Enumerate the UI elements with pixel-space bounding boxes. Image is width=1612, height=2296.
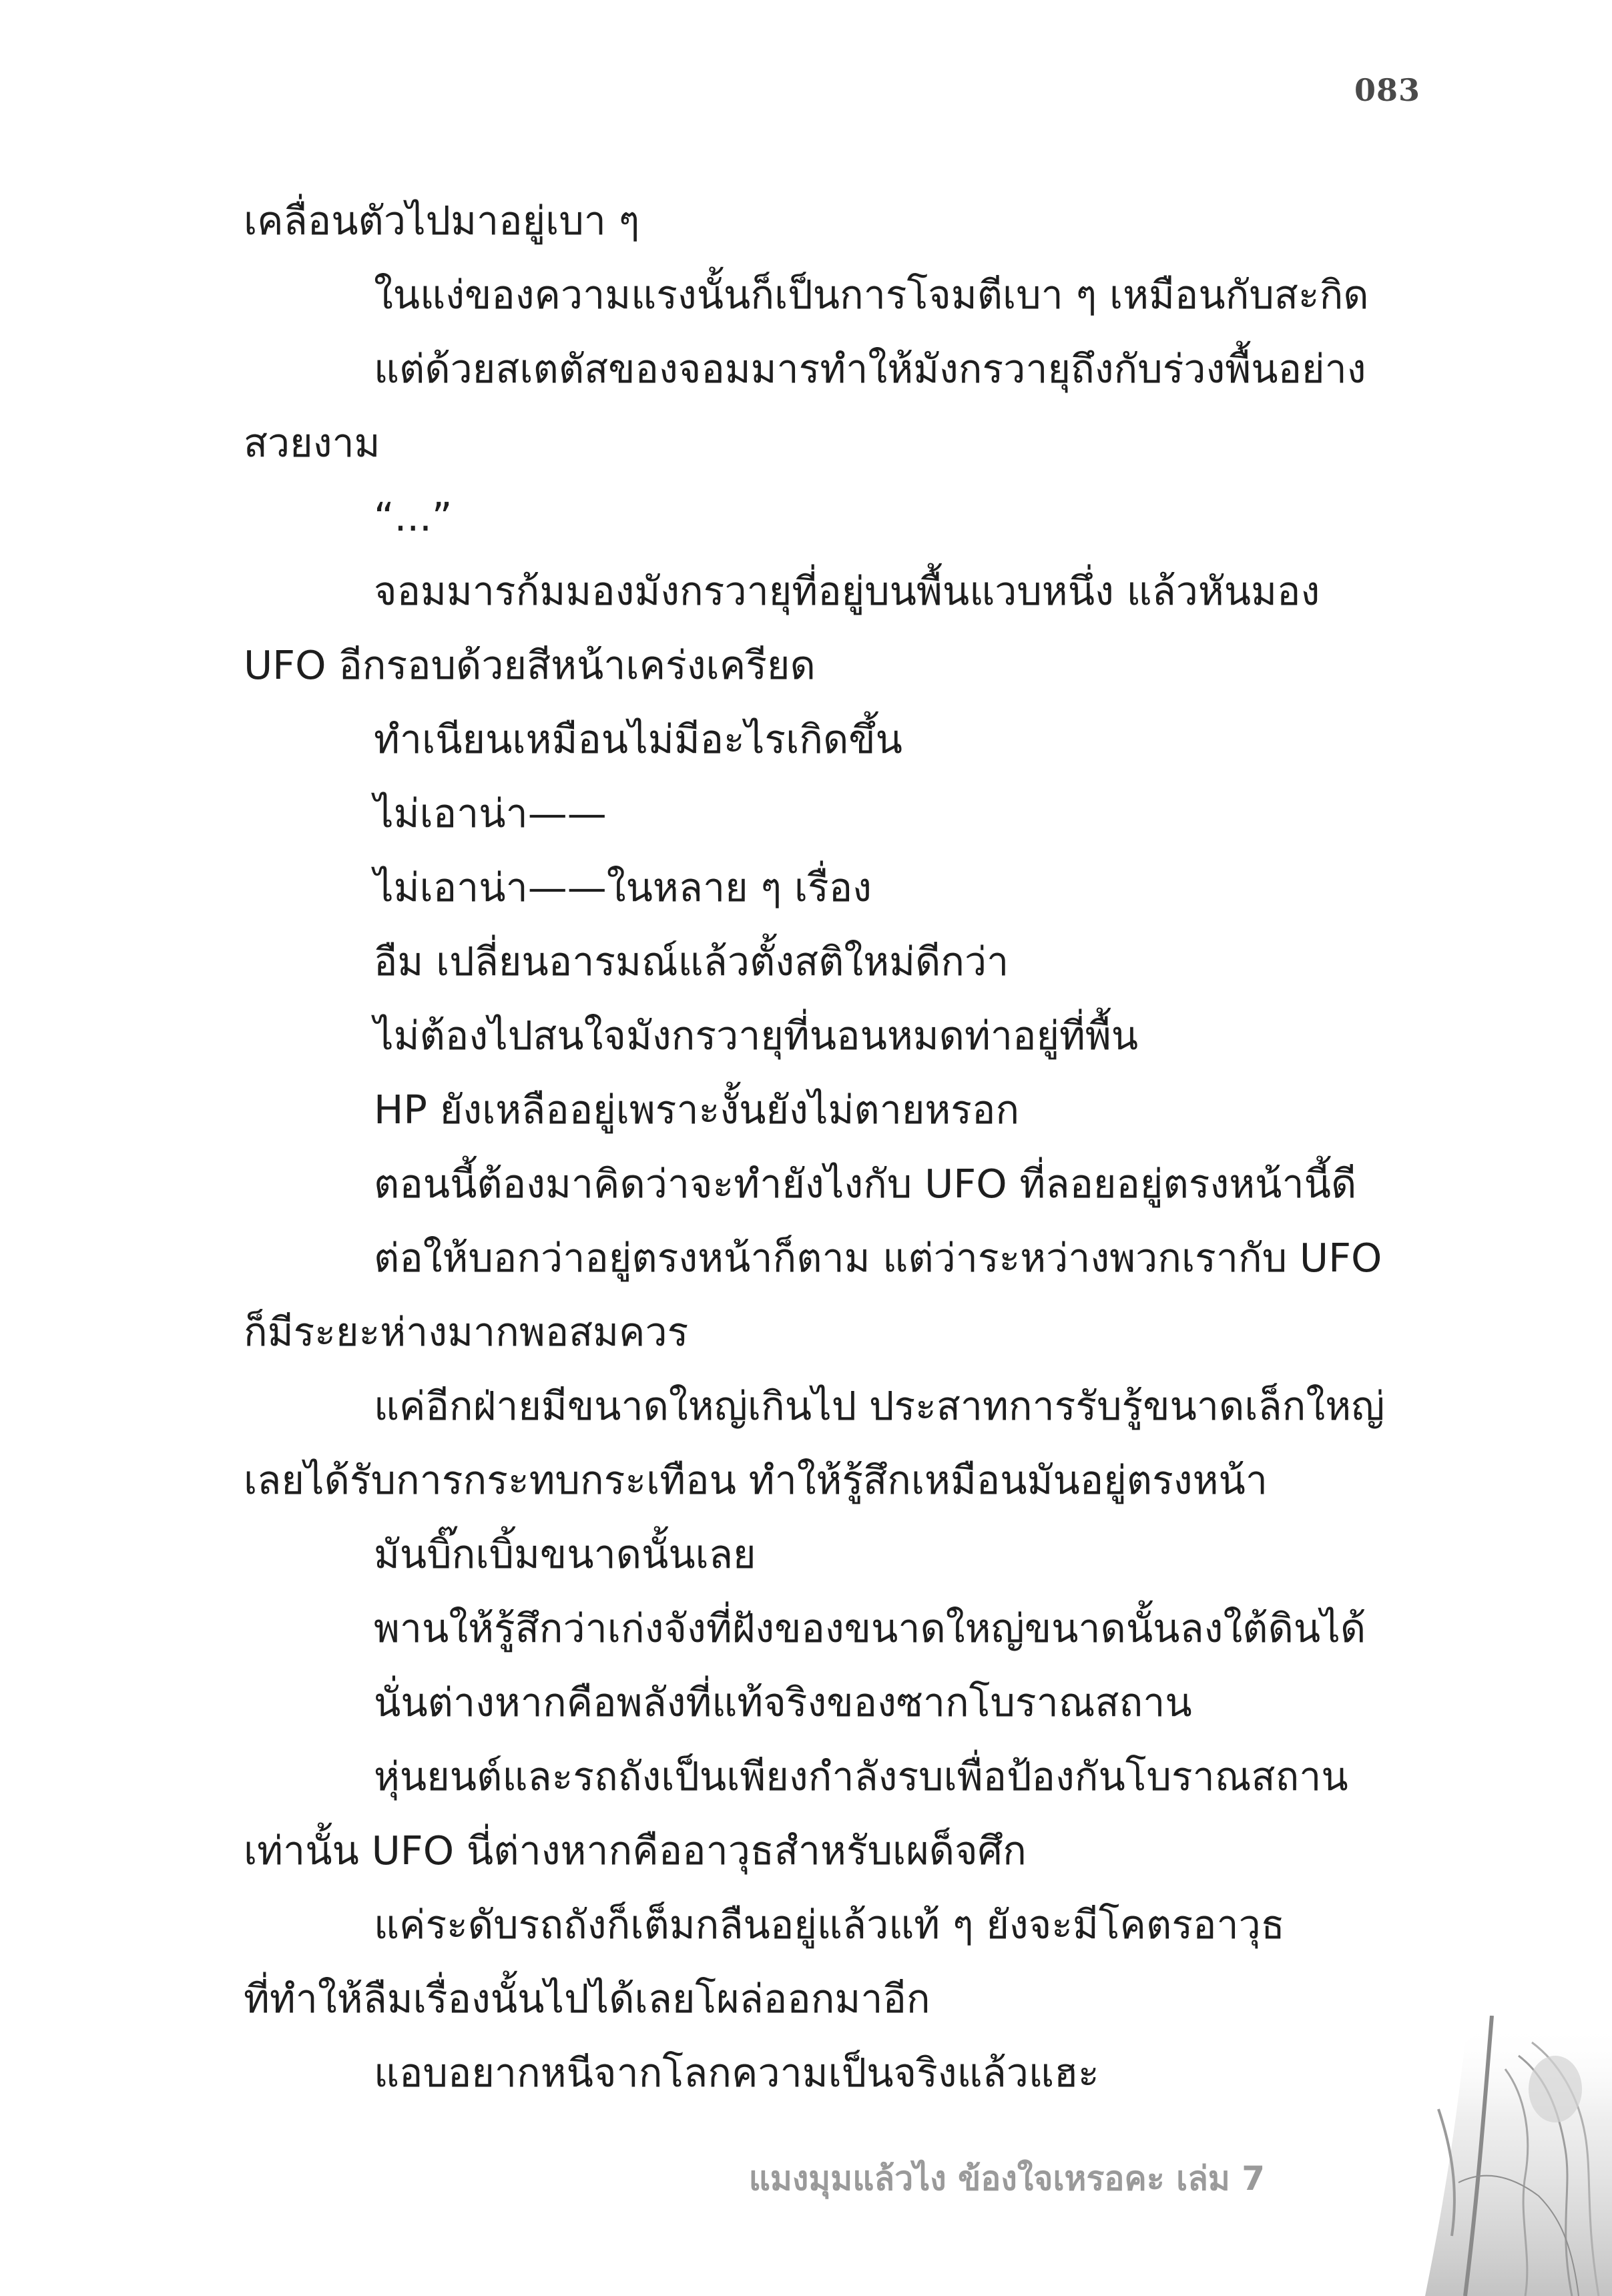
text-line: นั่นต่างหากคือพลังที่แท้จริงของซากโบราณสถาน [374,1679,1192,1725]
text-line: ก็มีระยะห่างมากพอสมควร [244,1309,689,1355]
text-line: มันบิ๊กเบิ้มขนาดนั้นเลย [374,1531,756,1577]
page-number: 083 [1354,72,1420,108]
text-line: จอมมารก้มมองมังกรวายุที่อยู่บนพื้นแวบหนึ่ง แล้วหันมอง [374,568,1320,614]
text-line: แอบอยากหนีจากโลกความเป็นจริงแล้วแฮะ [374,2050,1099,2096]
text-line: แค่ระดับรถถังก็เต็มกลืนอยู่แล้วแท้ ๆ ยังจะมีโคตรอาวุธ [374,1902,1285,1948]
text-line: แต่ด้วยสเตตัสของจอมมารทำให้มังกรวายุถึงกับร่วงพื้นอย่าง [374,346,1366,392]
text-line: หุ่นยนต์และรถถังเป็นเพียงกำลังรบเพื่อป้องกันโบราณสถาน [374,1753,1348,1799]
text-line: ไม่ต้องไปสนใจมังกรวายุที่นอนหมดท่าอยู่ที่พื้น [374,1013,1139,1059]
body-text [244,184,1420,2110]
text-line: “...” [374,494,453,540]
footer-title: แมงมุมแล้วไง ข้องใจเหรอคะ เล่ม 7 [748,2159,1265,2198]
text-line: สวยงาม [244,420,380,466]
text-line: ไม่เอาน่า——ในหลาย ๆ เรื่อง [374,864,872,910]
text-line: พานให้รู้สึกว่าเก่งจังที่ฝังของขนาดใหญ่ขนาดนั้นลงใต้ดินได้ [374,1605,1366,1651]
text-line: UFO อีกรอบด้วยสีหน้าเคร่งเครียด [244,642,816,688]
text-line: แค่อีกฝ่ายมีขนาดใหญ่เกินไป ประสาทการรับรู้ขนาดเล็กใหญ่ [374,1383,1385,1429]
text-line: HP ยังเหลืออยู่เพราะงั้นยังไม่ตายหรอก [374,1087,1020,1133]
text-line: เคลื่อนตัวไปมาอยู่เบา ๆ [244,198,640,244]
text-line: ในแง่ของความแรงนั้นก็เป็นการโจมตีเบา ๆ เหมือนกับสะกิด [374,272,1369,318]
text-line: ไม่เอาน่า—— [374,790,607,836]
text-line: เลยได้รับการกระทบกระเทือน ทำให้รู้สึกเหมือนมันอยู่ตรงหน้า [244,1457,1268,1503]
text-line: เท่านั้น UFO นี่ต่างหากคืออาวุธสำหรับเผด็จศึก [244,1827,1027,1874]
text-line: ต่อให้บอกว่าอยู่ตรงหน้าก็ตาม แต่ว่าระหว่างพวกเรากับ UFO [374,1235,1382,1281]
text-line: ทำเนียนเหมือนไม่มีอะไรเกิดขึ้น [374,716,902,762]
text-line: ตอนนี้ต้องมาคิดว่าจะทำยังไงกับ UFO ที่ลอยอยู่ตรงหน้านี้ดี [374,1161,1357,1207]
text-line: อืม เปลี่ยนอารมณ์แล้วตั้งสติใหม่ดีกว่า [374,938,1009,984]
character-illustration [1292,2016,1612,2296]
text-line: ที่ทำให้ลืมเรื่องนั้นไปได้เลยโผล่ออกมาอีก [244,1976,930,2022]
